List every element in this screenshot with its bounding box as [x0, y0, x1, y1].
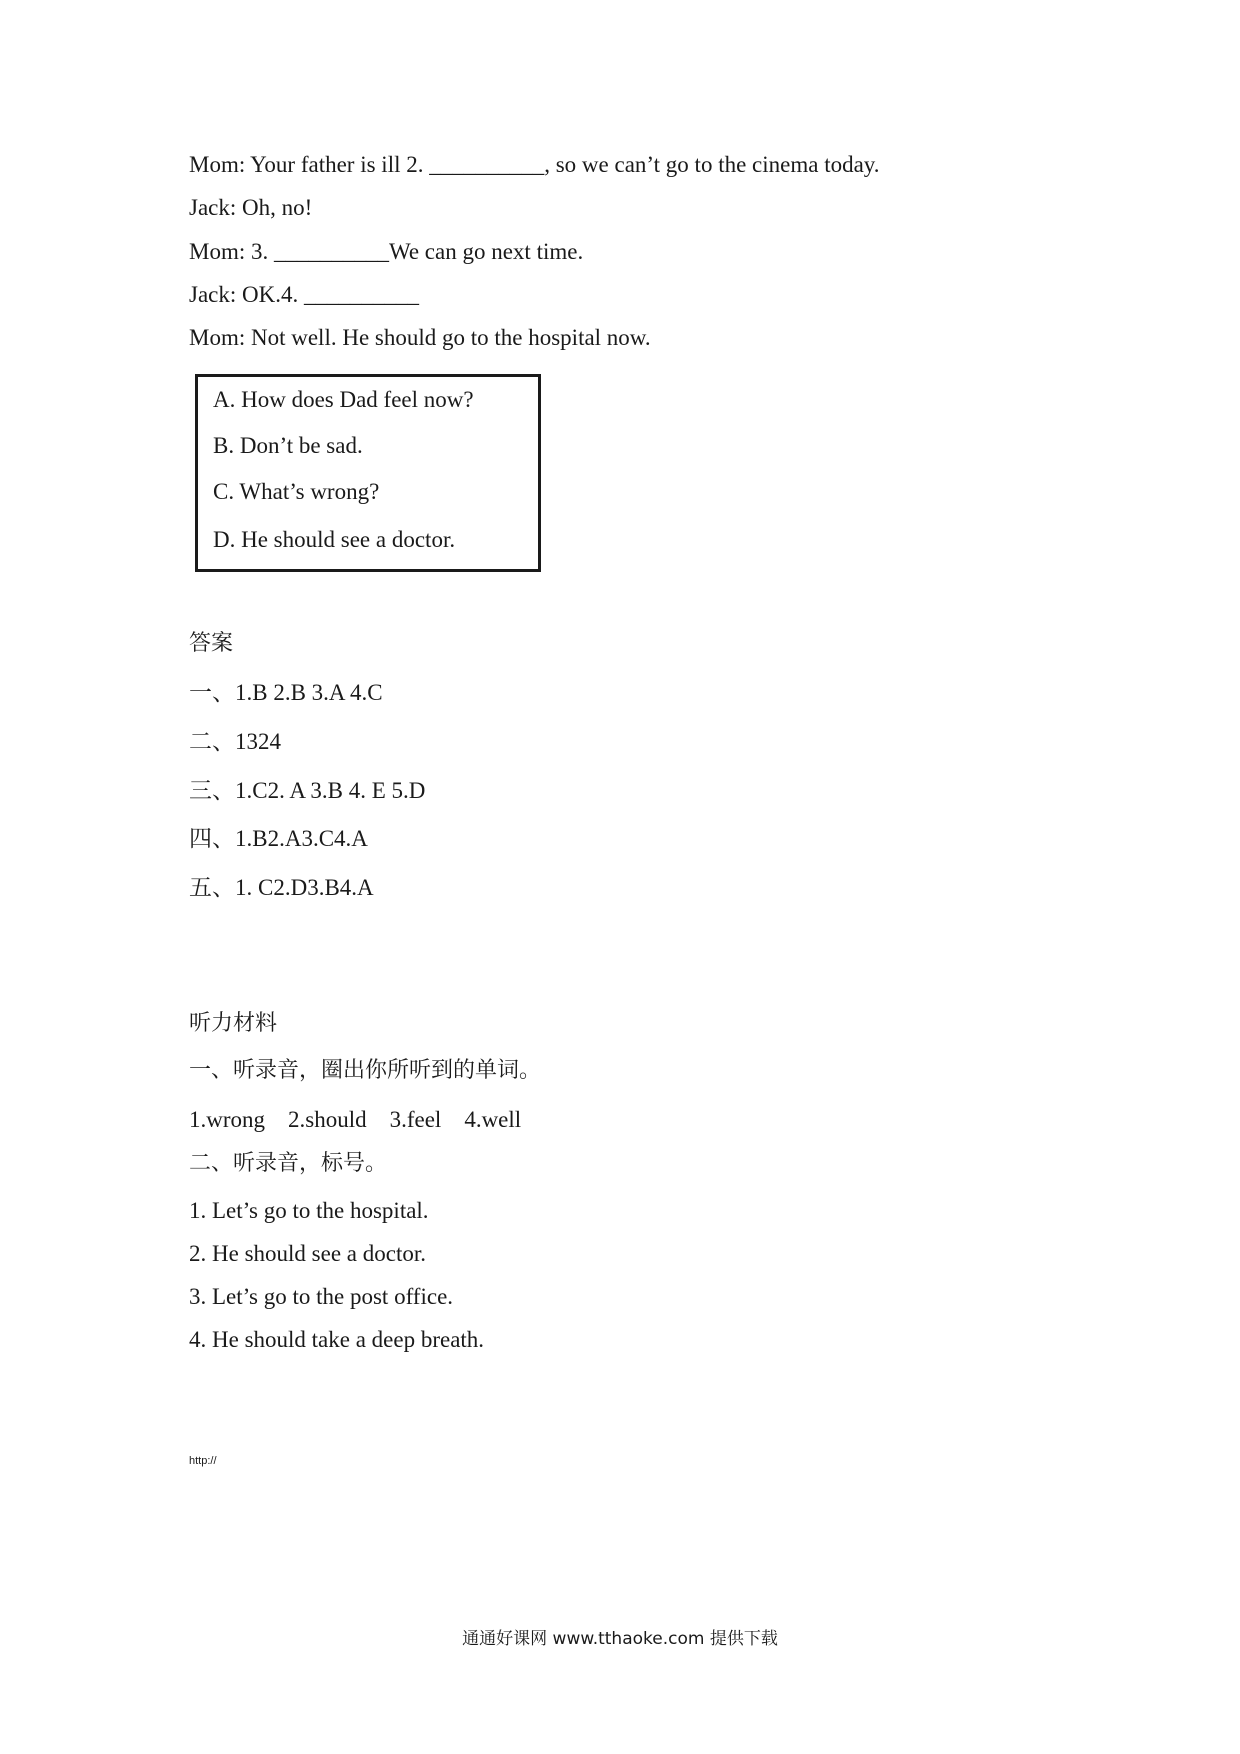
dialogue-line-2: Jack: Oh, no!: [189, 195, 313, 220]
listening-heading: 听力材料: [189, 1011, 278, 1036]
listening-item-1: 1. Let’s go to the hospital.: [189, 1198, 429, 1223]
option-d: D. He should see a doctor.: [213, 527, 456, 552]
answer-line-4: 四、1.B2.A3.C4.A: [189, 826, 368, 851]
dialogue-line-5: Mom: Not well. He should go to the hospital now.: [189, 325, 651, 350]
option-a: A. How does Dad feel now?: [213, 387, 474, 412]
listening-item-2: 2. He should see a doctor.: [189, 1241, 426, 1266]
answer-line-3: 三、1.C2. A 3.B 4. E 5.D: [189, 778, 426, 803]
footer-download-text: 通通好课网 www.tthaoke.com 提供下载: [462, 1629, 778, 1649]
answer-line-1: 一、1.B 2.B 3.A 4.C: [189, 680, 383, 705]
listening-section1-title: 一、听录音，圈出你所听到的单词。: [189, 1058, 542, 1083]
answer-line-2: 二、1324: [189, 729, 281, 754]
listening-item-3: 3. Let’s go to the post office.: [189, 1284, 454, 1309]
listening-item-4: 4. He should take a deep breath.: [189, 1327, 485, 1352]
listening-section1-words: 1.wrong 2.should 3.feel 4.well: [189, 1107, 522, 1132]
option-b: B. Don’t be sad.: [213, 433, 363, 458]
option-c: C. What’s wrong?: [213, 479, 380, 504]
answer-line-5: 五、1. C2.D3.B4.A: [189, 875, 374, 900]
dialogue-line-3: Mom: 3. __________We can go next time.: [189, 239, 584, 264]
dialogue-line-1: Mom: Your father is ill 2. __________, so we can’t go to the cinema today.: [189, 152, 880, 177]
answers-heading: 答案: [189, 631, 234, 656]
small-url-text: http://: [189, 1455, 217, 1467]
options-box: [195, 374, 541, 572]
dialogue-line-4: Jack: OK.4. __________: [189, 282, 419, 307]
listening-section2-title: 二、听录音，标号。: [189, 1151, 388, 1176]
